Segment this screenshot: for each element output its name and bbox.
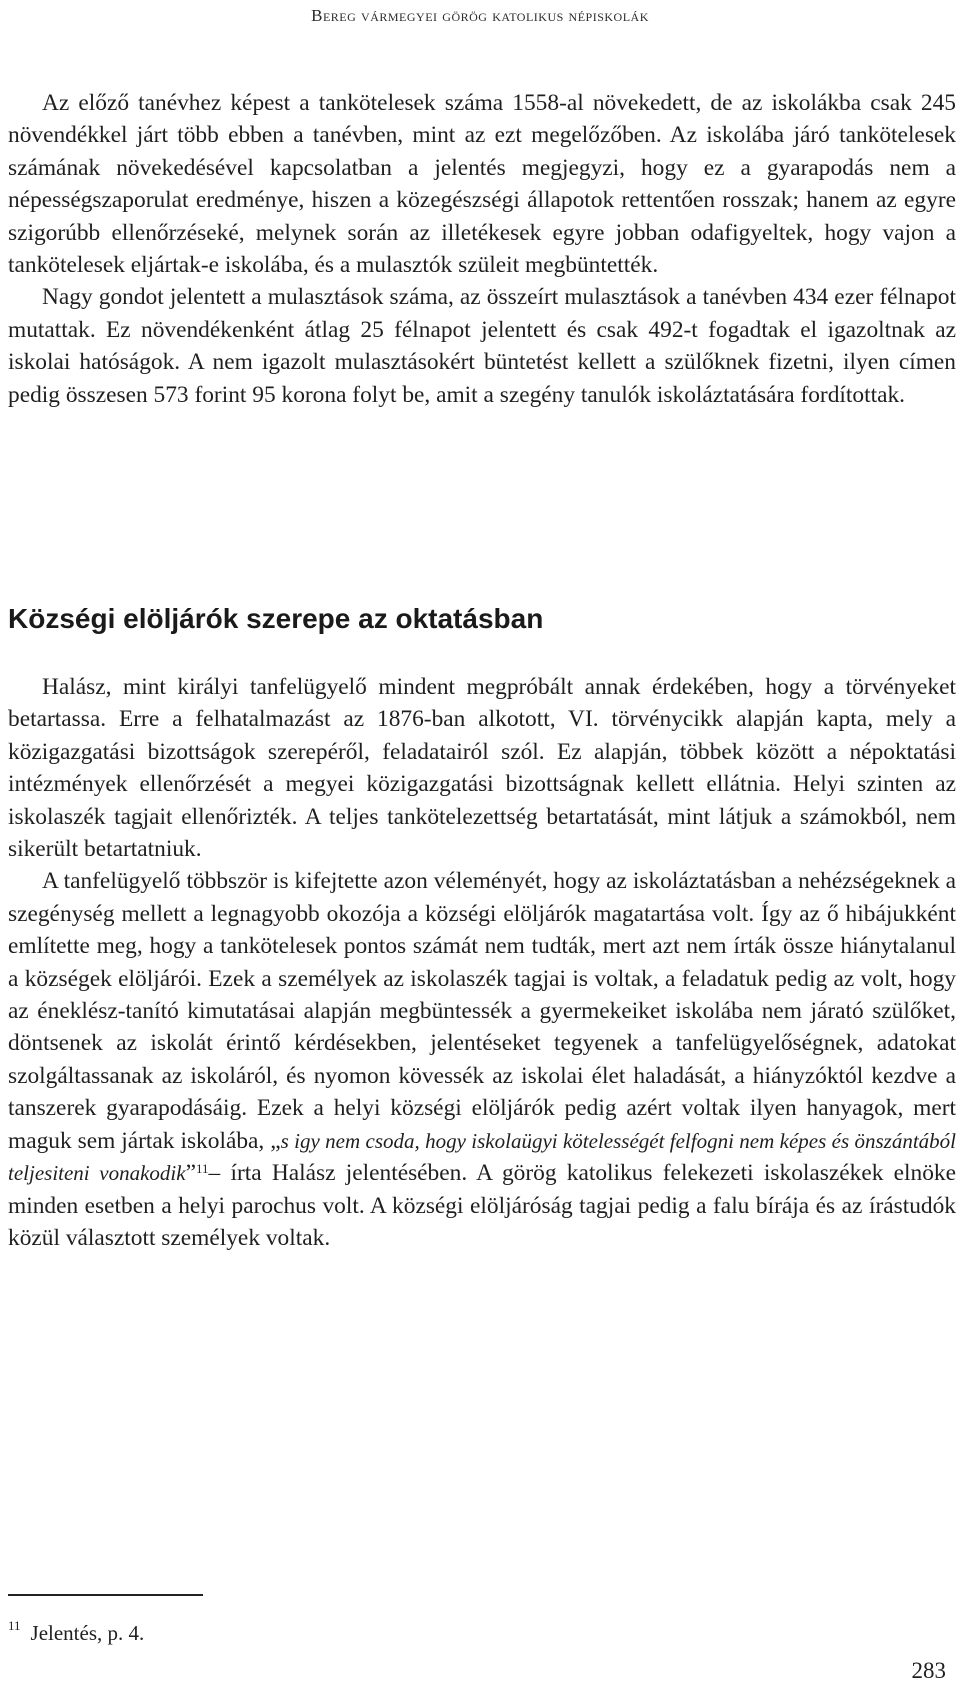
page-number: 283	[911, 1658, 946, 1683]
section-heading: Községi elöljárók szerepe az oktatásban	[8, 603, 544, 634]
footnote-reference[interactable]: 11	[195, 1161, 209, 1177]
quote-close: ”	[185, 1160, 196, 1187]
paragraph-3: Halász, mint királyi tanfelügyelő mindent megpróbált annak érdekében, hogy a törvényeket betartassa. Erre a felhatalmazást az 1876-ban alkotott, VI. törvénycikk alapján kapta, mely a közigazgatási bizottságok szerepéről, feladatairól szól. Ez alapján, többek között a népoktatási intézmények ellenőrzését a megyei közigazgatási bizottságnak kellett ellátnia. Helyi szinten az iskolaszék tagjait ellenőrizték. A teljes tankötelezettség betartatását, mint látjuk a számokból, nem sikerült betartatniuk.	[8, 674, 956, 863]
section-2-text	[8, 671, 956, 1254]
paragraph-4-start: A tanfelügyelő többször is kifejtette azon véleményét, hogy az iskoláztatásban a nehézségeknek a szegénység mellett a legnagyobb okozója a községi elöljárók magatartása volt. Így az ő hibájukként említette meg, hogy a tankötelesek pontos számát nem tudták, mert azt nem írták össze hiánytalanul a községek elöljárói. Ezek a személyek az iskolaszék tagjai is voltak, a feladatuk pedig az volt, hogy az éneklész-tanító kimutatásai alapján megbüntessék a gyermekeiket iskolába nem járató szülőket, döntsenek az iskolát érintő kérdésekben, jelentéseket tegyenek a tanfelügyelőségnek, adatokat szolgáltassanak az iskoláról, és nyomon kövessék az iskolai élet haladását, a hiányzóktól kezdve a tanszerek gyarapodásáig. Ezek a helyi községi elöljárók pedig azért voltak ilyen hanyagok, mert maguk sem jártak iskolába, „	[8, 868, 956, 1154]
running-head: Bereg vármegyei görög katolikus népiskolák	[311, 6, 649, 25]
paragraph-4-end: – írta Halász jelentésében. A görög katolikus felekezeti iskolaszékek elnöke minden esetben a helyi parochus volt. A községi elöljáróság tagjai pedig a falu bírája és az írástudók közül választott személyek voltak.	[8, 1160, 956, 1251]
inline-quote: s igy nem csoda, hogy iskolaügyi kötelességét felfogni nem képes és önszántából teljesiteni vonakodik	[8, 1128, 957, 1186]
footnote	[8, 1618, 145, 1646]
paragraph-2: Nagy gondot jelentett a mulasztások száma, az összeírt mulasztások a tanévben 434 ezer félnapot mutattak. Ez növendékenként átlag 25 félnapot jelentett és csak 492-t fogadtak el igazoltnak az iskolai hatóságok. A nem igazolt mulasztásokért büntetést kellett a szülőknek fizetni, ilyen címen pedig összesen 573 forint 95 korona folyt be, amit a szegény tanulók iskoláztatására fordítottak.	[8, 284, 956, 408]
footnote-separator	[8, 1594, 203, 1596]
footnote-number: 11	[8, 1618, 21, 1633]
paragraph-4	[8, 865, 956, 1254]
paragraph-1: Az előző tanévhez képest a tankötelesek száma 1558-al növekedett, de az iskolákba csak 245 növendékkel járt több ebben a tanévben, mint az ezt megelőzőben. Az iskolába járó tankötelesek számának növekedésével kapcsolatban a jelentés megjegyzi, hogy ez a gyarapodás nem a népességszaporulat eredménye, hiszen a közegészségi állapotok rettentően rosszak; hanem az egyre szigorúbb ellenőrzéseké, melynek során az illetékesek egyre jobban odafigyeltek, hogy vajon a tankötelesek eljártak-e iskolába, és a mulasztók szüleit megbüntették.	[8, 90, 956, 279]
section-1-text	[8, 87, 956, 411]
footnote-text: Jelentés, p. 4.	[30, 1621, 145, 1645]
